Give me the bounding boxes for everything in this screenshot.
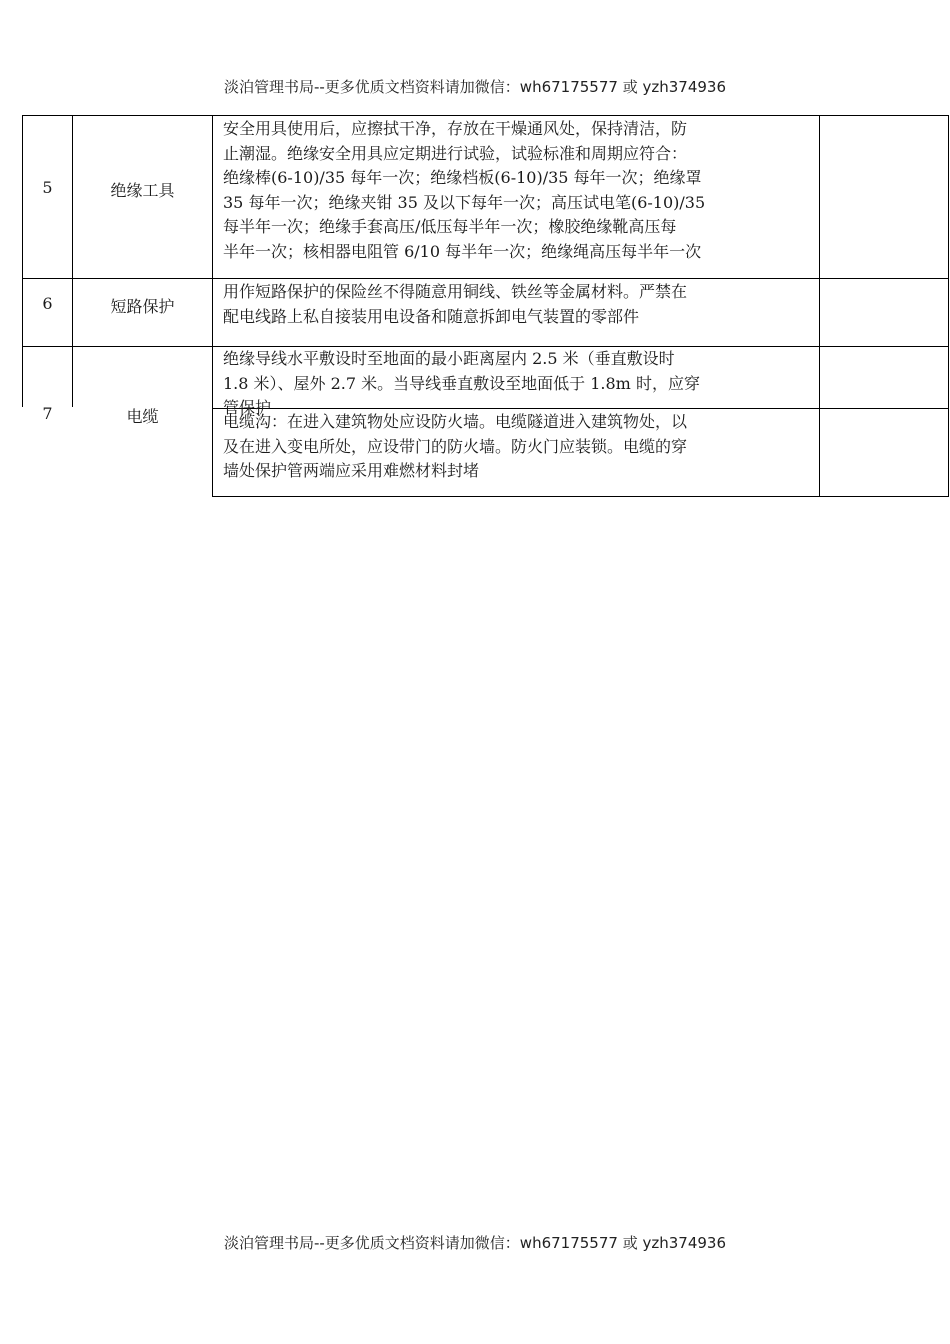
page-footer: 淡泊管理书局--更多优质文档资料请加微信：wh67175577 或 yzh374936 <box>223 1234 726 1252</box>
page-header: 淡泊管理书局--更多优质文档资料请加微信：wh67175577 或 yzh374936 <box>223 78 726 96</box>
row-number: 5 <box>42 178 53 197</box>
row-number: 6 <box>42 294 53 313</box>
requirement-text: 绝缘导线水平敷设时至地面的最小距离屋内 2.5 米（垂直敷设时 1.8 米）、屋外 2.7 米。当导线垂直敷设至地面低于 1.8m 时，应穿 管保护 <box>223 349 700 417</box>
item-name: 电缆 <box>126 407 159 426</box>
item-name: 绝缘工具 <box>110 181 175 200</box>
requirement-text: 用作短路保护的保险丝不得随意用铜线、铁丝等金属材料。严禁在 配电线路上私自接装用电设备和随意拆卸电气装置的零部件 <box>223 282 688 326</box>
table-border <box>22 115 23 407</box>
requirement-text: 电缆沟：在进入建筑物处应设防火墙。电缆隧道进入建筑物处，以 及在进入变电所处，应设带门的防火墙。防火门应装锁。电缆的穿 墙处保护管两端应采用难燃材料封堵 <box>223 412 688 480</box>
table-border <box>72 115 73 407</box>
table-border <box>948 115 949 497</box>
item-name: 短路保护 <box>110 297 175 316</box>
row-number: 7 <box>42 404 53 423</box>
table-border <box>22 115 949 116</box>
table-border <box>819 115 820 497</box>
table-border <box>22 278 949 279</box>
requirement-text: 安全用具使用后，应擦拭干净，存放在干燥通风处，保持清洁，防 止潮湿。绝缘安全用具应定期进行试验，试验标准和周期应符合： 绝缘棒(6-10)/35 每年一次；绝缘档板(6-10)/35 每年一次；绝缘罩 35 每年一次；绝缘夹钳 35 及以下每年一次；高压试电笔(6-10)/35 每半年一次；绝缘手套高压/低压每半年一次；橡胶绝缘靴高压每 半年一次；核相器电阻管 6/10 每半年一次；绝缘绳高压每半年一次 <box>223 119 706 261</box>
table-border <box>212 115 213 497</box>
table-border <box>212 496 949 497</box>
